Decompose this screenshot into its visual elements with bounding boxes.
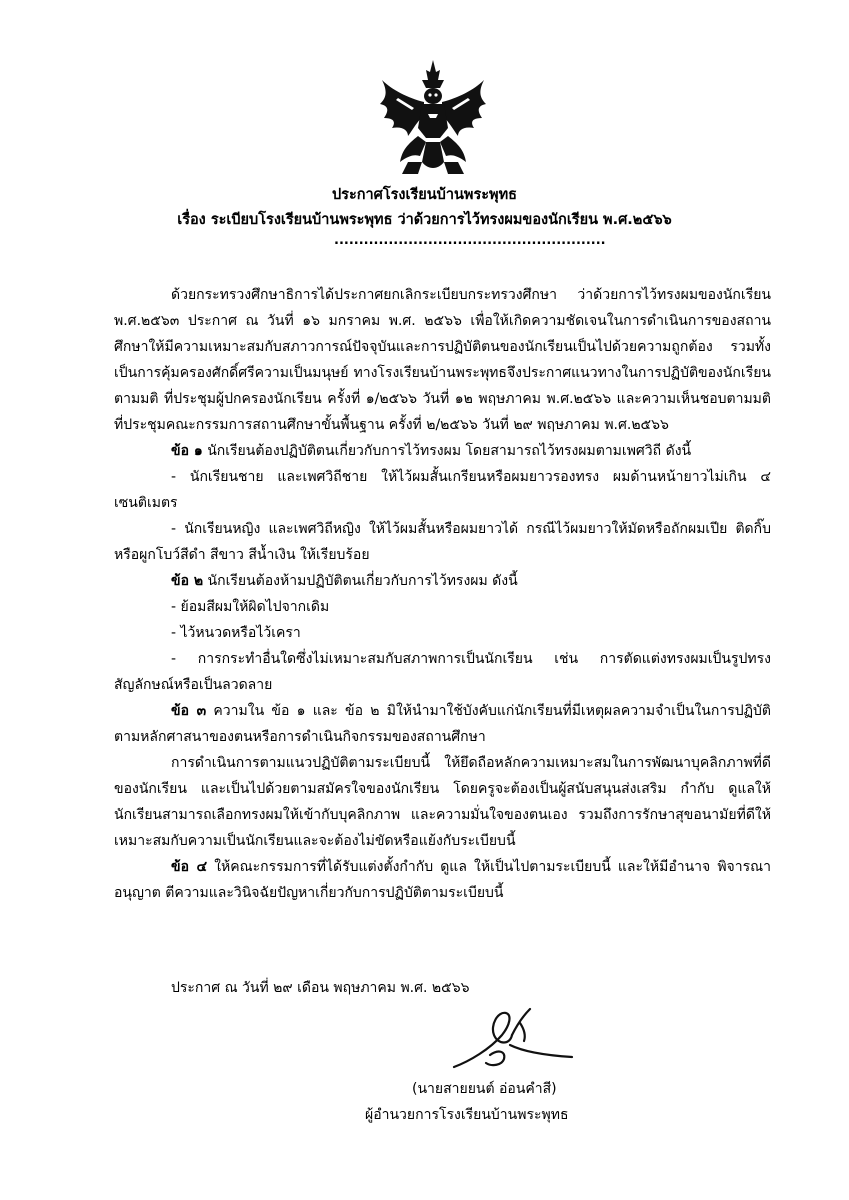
- clause-2-sub-3: - การกระทำอื่นใดซึ่งไม่เหมาะสมกับสภาพการเป็นนักเรียน เช่น การตัดแต่งทรงผมเป็นรูปทรงสัญลักษณ์หรือเป็นลวดลาย: [114, 651, 771, 693]
- clause-3: [114, 698, 771, 750]
- signer-name: (นายสายยนต์ อ่อนคำสี): [412, 1081, 557, 1097]
- clause-4-label: ข้อ ๔: [171, 859, 208, 875]
- signer-position: ผู้อำนวยการโรงเรียนบ้านพระพุทธ: [365, 1107, 569, 1123]
- clause-2: [114, 568, 771, 594]
- clause-1: [114, 438, 771, 464]
- garuda-emblem-icon: [378, 58, 488, 176]
- announcement-date: ประกาศ ณ วันที่ ๒๙ เดือน พฤษภาคม พ.ศ. ๒๕๖๖: [171, 980, 470, 996]
- intro-paragraph: ด้วยกระทรวงศึกษาธิการได้ประกาศยกเลิกระเบียบกระทรวงศึกษา ว่าด้วยการไว้ทรงผมของนักเรียน พ.ศ.๒๕๖๓ ประกาศ ณ วันที่ ๑๖ มกราคม พ.ศ. ๒๕๖๖ เพื่อให้เกิดความชัดเจนในการดำเนินการของสถานศึกษาให้มีความเหมาะสมกับสภาวการณ์ปัจจุบันและการปฏิบัติตนของนักเรียนเป็นไปด้วยความถูกต้อง รวมทั้งเป็นการคุ้มครองศักดิ์ศรีความเป็นมนุษย์ ทางโรงเรียนบ้านพระพุทธจึงประกาศแนวทางในการปฏิบัติของนักเรียน ตามมติ ที่ประชุมผู้ปกครองนักเรียน ครั้งที่ ๑/๒๕๖๖ วันที่ ๑๒ พฤษภาคม พ.ศ.๒๕๖๖ และความเห็นชอบตามมติที่ประชุมคณะกรรมการสถานศึกษาขั้นพื้นฐาน ครั้งที่ ๒/๒๕๖๖ วันที่ ๒๙ พฤษภาคม พ.ศ.๒๕๖๖: [114, 287, 771, 433]
- clause-4-text: ให้คณะกรรมการที่ได้รับแต่งตั้งกำกับ ดูแล ให้เป็นไปตามระเบียบนี้ และให้มีอำนาจ พิจารณา อนุญาต ตีความและวินิจฉัยปัญหาเกี่ยวกับการปฏิบัติตามระเบียบนี้: [114, 859, 771, 901]
- clause-1-sub-2: - นักเรียนหญิง และเพศวิถีหญิง ให้ไว้ผมสั้นหรือผมยาวได้ กรณีไว้ผมยาวให้มัดหรือถักผมเปีย ติดกิ๊บหรือผูกโบว์สีดำ สีขาว สีน้ำเงิน ให้เรียบร้อย: [114, 521, 771, 563]
- clause-1-label: ข้อ ๑: [171, 443, 203, 459]
- clause-2-sub-1: - ย้อมสีผมให้ผิดไปจากเดิม: [171, 599, 330, 615]
- clause-1-text: นักเรียนต้องปฏิบัติตนเกี่ยวกับการไว้ทรงผม โดยสามารถไว้ทรงผมตามเพศวิถี ดังนี้: [202, 443, 692, 459]
- clause-2-sub-2: - ไว้หนวดหรือไว้เครา: [171, 625, 301, 641]
- clause-2-text: นักเรียนต้องห้ามปฏิบัติตนเกี่ยวกับการไว้ทรงผม ดังนี้: [203, 573, 518, 589]
- clause-2-label: ข้อ ๒: [171, 573, 204, 589]
- page-title: ประกาศโรงเรียนบ้านพระพุทธ: [331, 187, 518, 203]
- document-subject: เรื่อง ระเบียบโรงเรียนบ้านพระพุทธ ว่าด้วยการไว้ทรงผมของนักเรียน พ.ศ.๒๕๖๖: [177, 212, 672, 228]
- practice-paragraph: การดำเนินการตามแนวปฏิบัติตามระเบียบนี้ ให้ยึดถือหลักความเหมาะสมในการพัฒนาบุคลิกภาพที่ดีของนักเรียน และเป็นไปด้วยตามสมัครใจของนักเรียน โดยครูจะต้องเป็นผู้สนับสนุนส่งเสริม กำกับ ดูแลให้นักเรียนสามารถเลือกทรงผมให้เข้ากับบุคลิกภาพ และความมั่นใจของตนเอง รวมถึงการรักษาสุขอนามัยที่ดีให้เหมาะสมกับความเป็นนักเรียนและจะต้องไม่ขัดหรือแย้งกับระเบียบนี้: [114, 755, 771, 849]
- clause-1-sub-1: - นักเรียนชาย และเพศวิถีชาย ให้ไว้ผมสั้นเกรียนหรือผมยาวรองทรง ผมด้านหน้ายาวไม่เกิน ๔ เซนติเมตร: [114, 469, 771, 511]
- clause-3-label: ข้อ ๓: [171, 703, 207, 719]
- handwritten-signature-icon: [450, 1005, 580, 1075]
- clause-4: [114, 854, 771, 906]
- clause-3-text: ความใน ข้อ ๑ และ ข้อ ๒ มิให้นำมาใช้บังคับแก่นักเรียนที่มีเหตุผลความจำเป็นในการปฏิบัติตามหลักศาสนาของตนหรือการดำเนินกิจกรรมของสถานศึกษา: [114, 703, 771, 745]
- document-body: [114, 282, 771, 906]
- header-divider: .......................................................: [334, 233, 606, 248]
